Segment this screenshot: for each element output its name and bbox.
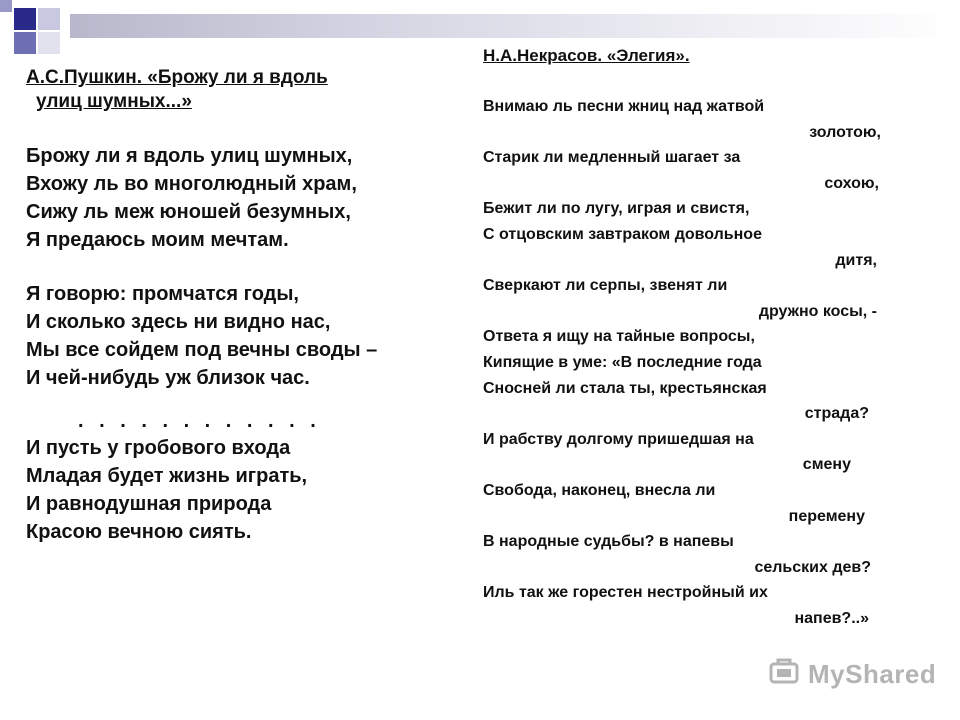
verse-line: Старик ли медленный шагает за — [483, 149, 741, 167]
corner-square-pale — [38, 32, 60, 54]
verse-line: Сижу ль меж юношей безумных, — [26, 201, 351, 223]
nekrasov-title: Н.А.Некрасов. «Элегия». — [483, 46, 690, 65]
verse-line-continuation: дитя, — [835, 251, 877, 269]
corner-square-dark — [14, 8, 36, 30]
pushkin-title-line2: улиц шумных...» — [36, 91, 192, 112]
verse-line: Мы все сойдем под вечны своды – — [26, 339, 378, 361]
pushkin-stanza-3 — [26, 434, 456, 546]
omission-dots: . . . . . . . . . . . . — [78, 410, 321, 432]
verse-line-continuation: сельских дев? — [754, 558, 871, 576]
verse-line: Сносней ли стала ты, крестьянская — [483, 379, 767, 397]
pushkin-title-line1: А.С.Пушкин. «Брожу ли я вдоль — [26, 67, 328, 88]
verse-line: Бежит ли по лугу, играя и свистя, — [483, 200, 750, 218]
verse-line-continuation: смену — [802, 456, 851, 474]
corner-square-small — [0, 0, 12, 12]
verse-line: Брожу ли я вдоль улиц шумных, — [26, 145, 353, 167]
verse-line: Сверкают ли серпы, звенят ли — [483, 277, 728, 295]
verse-line-continuation: сохою, — [824, 174, 879, 192]
verse-line-continuation: страда? — [804, 405, 869, 423]
pushkin-stanza-2 — [26, 280, 456, 392]
verse-line: Я предаюсь моим мечтам. — [26, 229, 289, 251]
nekrasov-verse — [483, 94, 893, 631]
pushkin-title — [26, 66, 456, 114]
myshared-watermark — [768, 654, 936, 694]
verse-line: Я говорю: промчатся годы, — [26, 283, 299, 305]
pushkin-column — [26, 66, 456, 546]
verse-line: В народные судьбы? в напевы — [483, 533, 734, 551]
watermark-text: MyShared — [808, 658, 937, 689]
top-gradient-bar — [70, 14, 960, 38]
verse-line: С отцовским завтраком довольное — [483, 225, 762, 243]
corner-square-mid — [14, 32, 36, 54]
verse-line: И чей-нибудь уж близок час. — [26, 367, 310, 389]
verse-line-continuation: напев?..» — [794, 609, 869, 627]
verse-line: Иль так же горестен нестройный их — [483, 584, 768, 602]
corner-square-light — [38, 8, 60, 30]
verse-line-continuation: золотою, — [809, 123, 881, 141]
verse-line: Вхожу ль во многолюдный храм, — [26, 173, 357, 195]
pushkin-stanza-1 — [26, 142, 456, 254]
verse-line-continuation: дружно косы, - — [758, 302, 877, 320]
verse-line: Свобода, наконец, внесла ли — [483, 481, 716, 499]
verse-line-continuation: перемену — [788, 507, 865, 525]
verse-line: Ответа я ищу на тайные вопросы, — [483, 328, 755, 346]
verse-line: И пусть у гробового входа — [26, 437, 291, 459]
verse-line: Младая будет жизнь играть, — [26, 465, 308, 487]
verse-line: Кипящие в уме: «В последние года — [483, 353, 762, 371]
verse-line: Внимаю ль песни жниц над жатвой — [483, 98, 765, 115]
verse-line: И сколько здесь ни видно нас, — [26, 311, 331, 333]
verse-line: И рабству долгому пришедшая на — [483, 430, 754, 448]
verse-line: И равнодушная природа — [26, 493, 272, 515]
nekrasov-column — [483, 44, 893, 631]
verse-line: Красою вечною сиять. — [26, 521, 252, 543]
corner-decoration — [0, 0, 80, 60]
myshared-logo-icon — [768, 656, 802, 693]
